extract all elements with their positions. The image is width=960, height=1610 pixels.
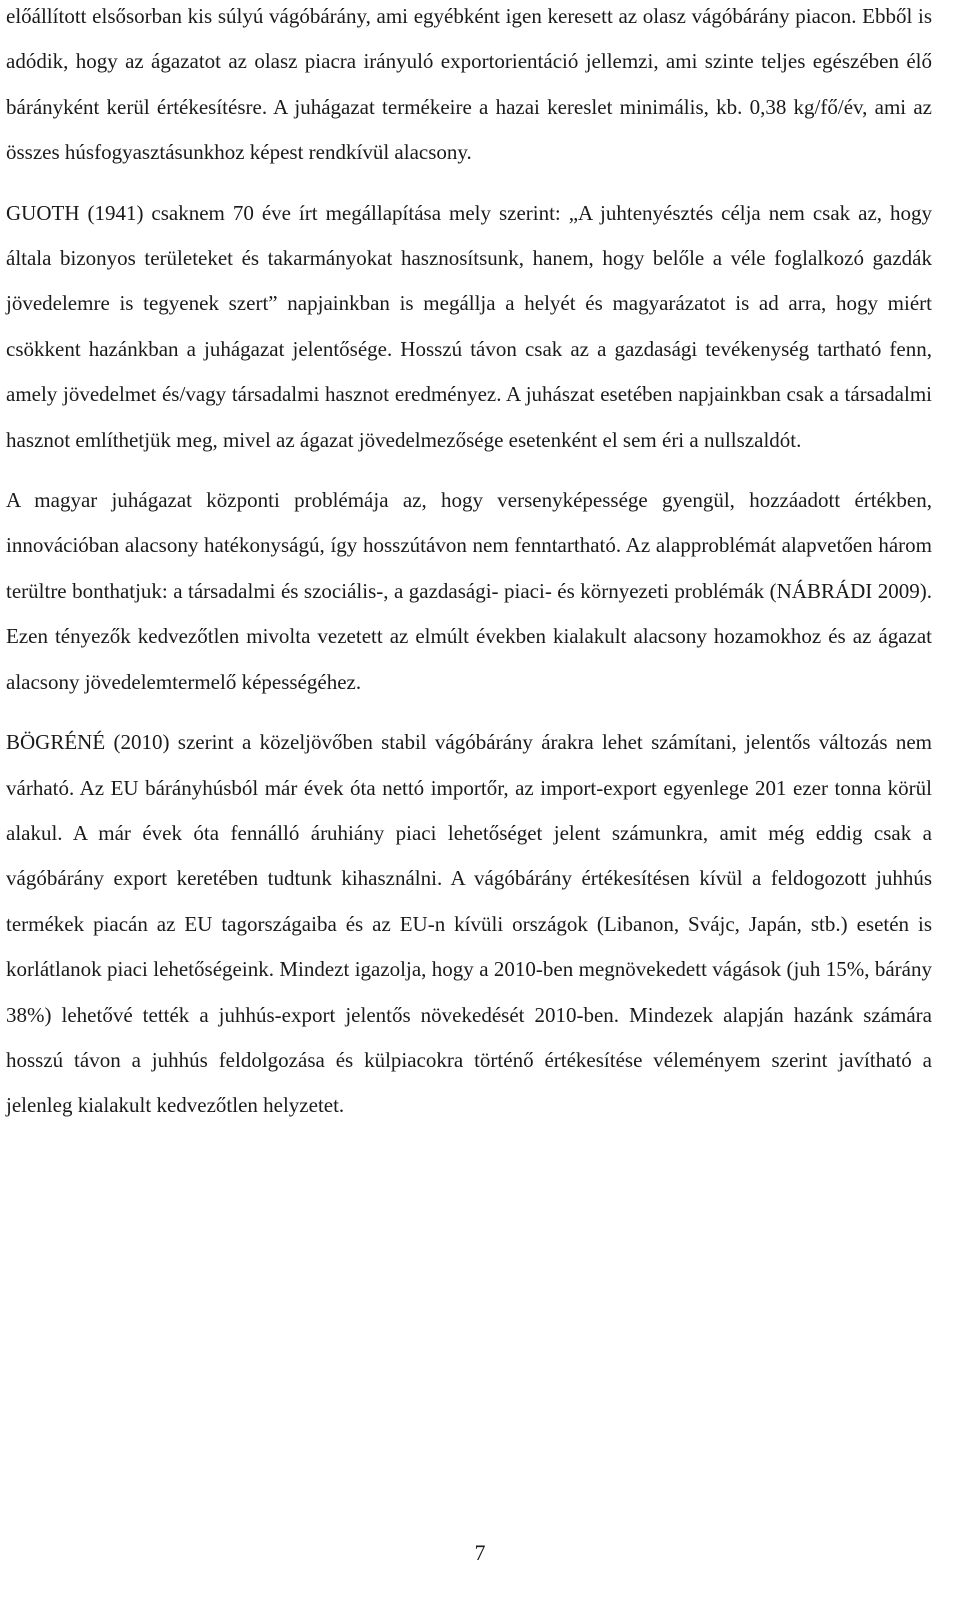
document-page [6,0,932,1129]
paragraph-guoth-quote: GUOTH (1941) csaknem 70 éve írt megállapítása mely szerint: „A juhtenyésztés célja nem csak az, hogy általa bizonyos területeket és takarmányokat hasznosítsunk, hanem, hogy belőle a véle foglalkozó gazdák jövedelemre is tegyenek szert” napjainkban is megállja a helyét és magyarázatot is ad arra, hogy miért csökkent hazánkban a juhágazat jelentősége. Hosszú távon csak az a gazdasági tevékenység tartható fenn, amely jövedelmet és/vagy társadalmi hasznot eredményez. A juhászat esetében napjainkban csak a társadalmi hasznot említhetjük meg, mivel az ágazat jövedelmezősége esetenként el sem éri a nullszaldót. [6,200,932,452]
paragraph-export-orientation: előállított elsősorban kis súlyú vágóbárány, ami egyébként igen keresett az olasz vágóbárány piacon. Ebből is adódik, hogy az ágazatot az olasz piacra irányuló exportorientáció jellemzi, ami szinte teljes egészében élő bárányként kerül értékesítésre. A juhágazat termékeire a hazai kereslet minimális, kb. 0,38 kg/fő/év, ami az összes húsfogyasztásunkhoz képest rendkívül alacsony. [6,4,932,165]
paragraph-central-problem: A magyar juhágazat központi problémája az, hogy versenyképessége gyengül, hozzáadott értékben, innovációban alacsony hatékonyságú, így hosszútávon nem fenntartható. Az alapproblémát alapvetően három terültre bonthatjuk: a társadalmi és szociális-, a gazdasági- piaci- és környezeti problémák (NÁBRÁDI 2009). Ezen tényezők kedvezőtlen mivolta vezetett az elmúlt években kialakult alacsony hozamokhoz és az ágazat alacsony jövedelemtermelő képességéhez. [6,488,932,694]
paragraph-bogrene-outlook: BÖGRÉNÉ (2010) szerint a közeljövőben stabil vágóbárány árakra lehet számítani, jelentős változás nem várható. Az EU bárányhúsból már évek óta nettó importőr, az import-export egyenlege 201 ezer tonna körül alakul. A már évek óta fennálló áruhiány piaci lehetőséget jelent számunkra, amit még eddig csak a vágóbárány export keretében tudtunk kihasználni. A vágóbárány értékesítésen kívül a feldogozott juhhús termékek piacán az EU tagországaiba és az EU-n kívüli országok (Libanon, Svájc, Japán, stb.) esetén is korlátlanok piaci lehetőségeink. Mindezt igazolja, hogy a 2010-ben megnövekedett vágások (juh 15%, bárány 38%) lehetővé tették a juhhús-export jelentős növekedését 2010-ben. Mindezek alapján hazánk számára hosszú távon a juhhús feldolgozása és külpiacokra történő értékesítése véleményem szerint javítható a jelenleg kialakult kedvezőtlen helyzetet. [6,730,932,1118]
page-number: 7 [474,1540,486,1565]
